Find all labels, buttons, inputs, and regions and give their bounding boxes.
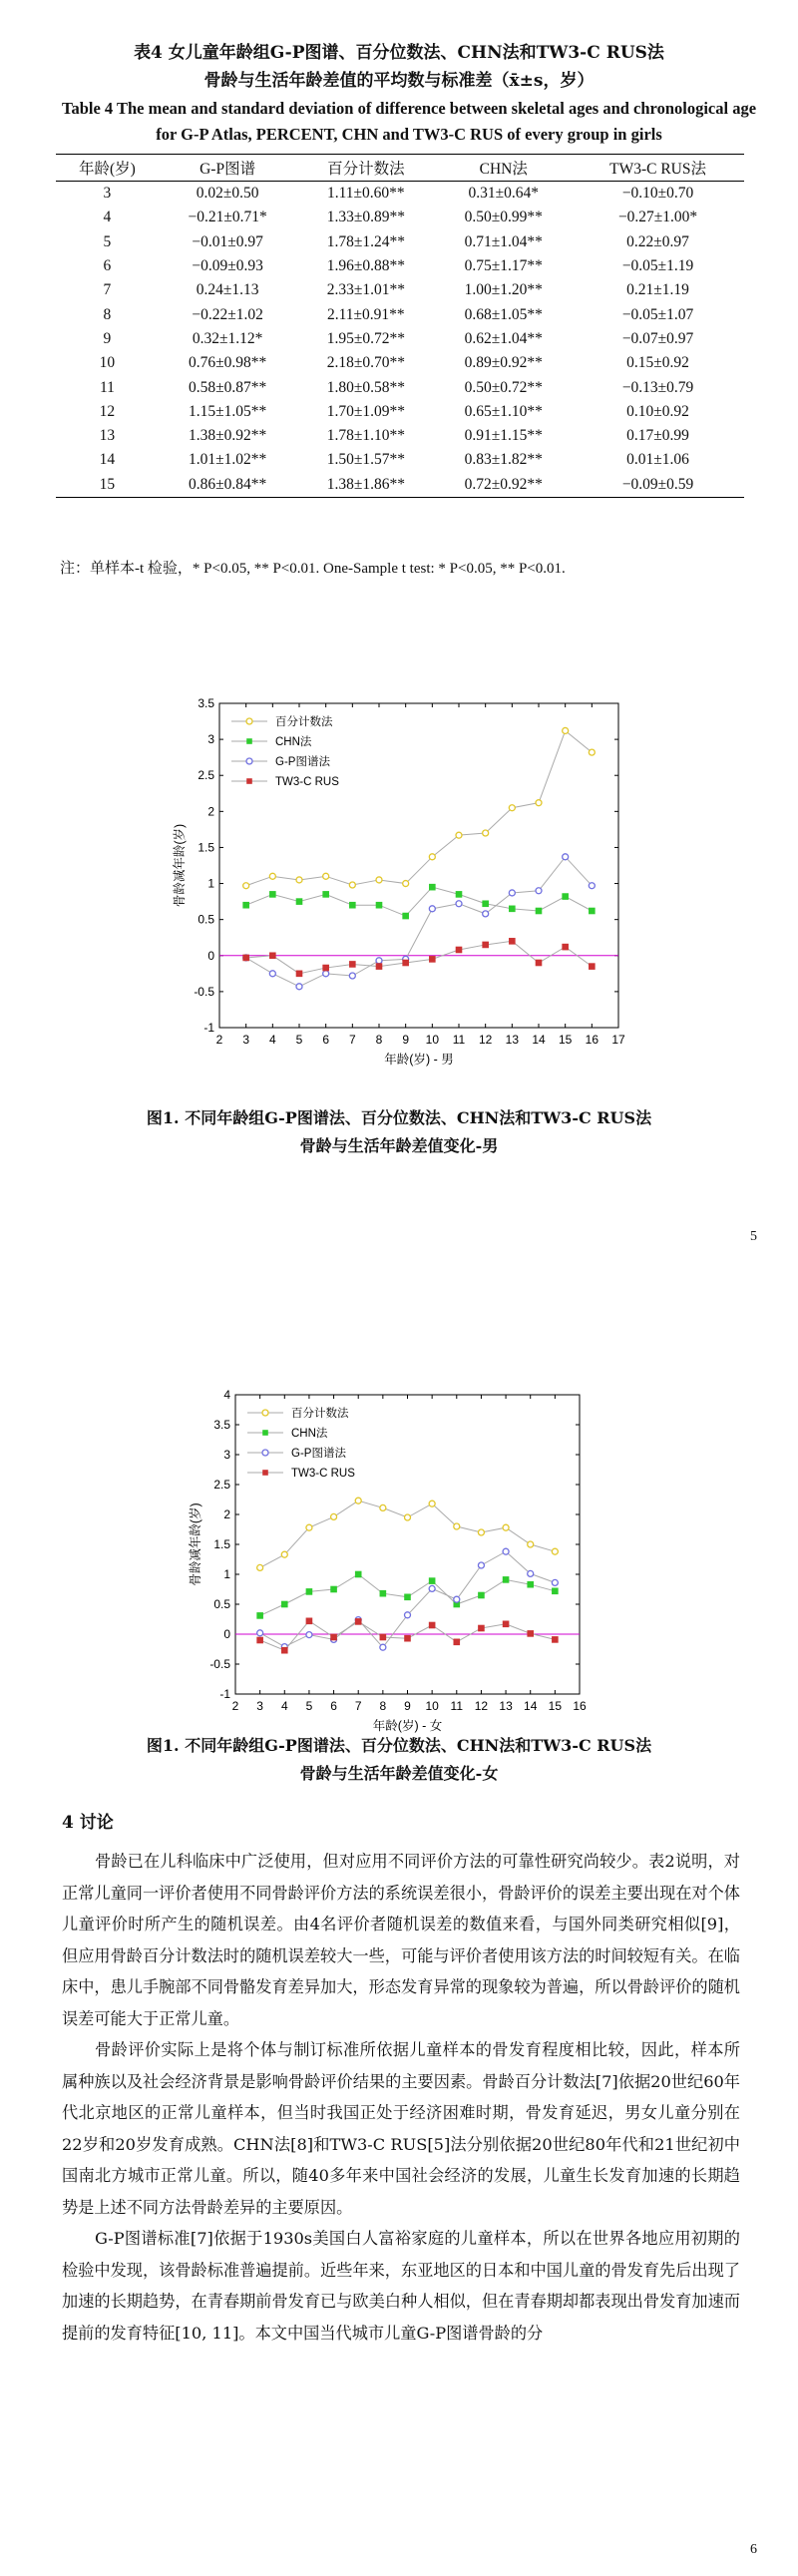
data-point	[430, 957, 436, 963]
data-point	[589, 883, 595, 889]
x-tick-label: 15	[548, 1699, 563, 1713]
data-point	[323, 971, 329, 977]
data-point	[553, 1637, 559, 1643]
data-point	[403, 960, 409, 966]
data-point	[528, 1570, 534, 1576]
x-tick-label: 3	[242, 1033, 250, 1047]
table-cell: −0.09±0.59	[572, 473, 744, 498]
data-point	[405, 1612, 411, 1618]
data-point	[483, 830, 489, 836]
x-tick-label: 3	[256, 1699, 263, 1713]
data-point	[331, 1634, 337, 1640]
y-tick-label: 0	[223, 1627, 230, 1641]
legend-marker	[262, 1450, 268, 1456]
y-tick-label: 0.5	[213, 1597, 230, 1611]
y-tick-label: 0.5	[198, 912, 214, 927]
data-point	[355, 1619, 361, 1625]
table-row	[56, 375, 744, 399]
x-tick-label: 5	[295, 1033, 303, 1047]
table-cell: 0.01±1.06	[626, 451, 689, 469]
data-point	[589, 749, 595, 755]
table-cell: 8	[103, 305, 112, 323]
data-point	[306, 1589, 312, 1595]
line-chart-boys	[160, 683, 638, 1073]
table-cell: 14	[99, 451, 116, 469]
table-cell: 0.58±0.87**	[188, 378, 267, 396]
data-point	[349, 882, 355, 888]
table-row	[56, 302, 744, 326]
table-cell: 2.18±0.70**	[326, 354, 405, 372]
table-cell: 0.71±1.04**	[464, 232, 543, 250]
data-point	[257, 1564, 263, 1570]
table-cell: −0.05±1.19	[621, 257, 694, 275]
table-cell: 4	[103, 209, 112, 226]
data-point	[405, 1514, 411, 1520]
y-tick-label: 2	[207, 804, 214, 819]
data-point	[323, 873, 329, 879]
table-cell: 0.76±0.98**	[188, 354, 267, 372]
table-title-en: Table 4 The mean and standard deviation of difference between skeletal ages and chronological age for G-P Atlas, PERCENT, CHN and TW3-C RUS of every group in girls	[61, 99, 757, 144]
x-tick-label: 17	[611, 1033, 625, 1047]
table-cell: 0.72±0.92**	[435, 473, 572, 498]
data-point	[479, 1625, 485, 1631]
x-tick-label: 5	[305, 1699, 313, 1713]
data-point	[590, 908, 596, 914]
legend-marker	[246, 758, 252, 764]
col-header-age: 年龄(岁)	[56, 155, 159, 182]
legend-marker	[246, 738, 252, 744]
data-point	[429, 1578, 435, 1584]
data-point	[380, 1634, 386, 1640]
table-cell: −0.07±0.97	[621, 329, 694, 347]
data-point	[281, 1551, 287, 1557]
data-point	[270, 892, 276, 898]
data-point	[528, 1541, 534, 1547]
legend-label: G-P图谱法	[291, 1448, 346, 1460]
y-axis-label: 骨龄减年龄(岁)	[173, 823, 187, 908]
y-tick-label: 3	[223, 1448, 230, 1462]
y-tick-label: -0.5	[209, 1657, 230, 1671]
table-cell: −0.09±0.93	[192, 257, 263, 275]
data-point	[429, 1622, 435, 1628]
data-point	[430, 884, 436, 890]
x-tick-label: 16	[573, 1699, 587, 1713]
paragraph: G-P图谱标准[7]依据于1930s美国白人富裕家庭的儿童样本，所以在世界各地应用初期的检验中发现，该骨龄标准普遍提前。近些年来，东亚地区的日本和中国儿童的骨发育先后出现了加速的长期趋势，在青春期前骨发育已与欧美白种人相似，但在青春期却都表现出骨发育加速而提前的发育特征[10, 11]。本文中国当代城市儿童G-P图谱骨龄的分	[62, 2229, 740, 2343]
x-tick-label: 8	[375, 1033, 383, 1047]
data-point	[454, 1596, 460, 1602]
data-point	[281, 1601, 287, 1607]
table-title-cn: 表4 女儿童年龄组G-P图谱、百分位数法、CHN法和TW3-C RUS法	[134, 43, 664, 63]
table-cell: 1.38±1.86**	[296, 473, 435, 498]
data-point	[552, 1548, 558, 1554]
legend-label: G-P图谱法	[275, 756, 330, 768]
table-cell: 0.02±0.50	[196, 185, 259, 203]
data-point	[323, 892, 329, 898]
y-tick-label: 3	[207, 732, 214, 747]
table-header-row	[56, 155, 744, 182]
page-number: 6	[750, 2542, 757, 2557]
data-point	[331, 1586, 337, 1592]
data-point	[483, 901, 489, 907]
y-tick-label: -0.5	[194, 984, 214, 999]
data-point	[563, 894, 569, 900]
table-cell: 0.68±1.05**	[464, 305, 543, 323]
table-cell: 0.50±0.72**	[464, 378, 543, 396]
table-cell: 2.11±0.91**	[326, 305, 405, 323]
x-tick-label: 11	[450, 1699, 464, 1713]
paragraph: 骨龄已在儿科临床中广泛使用，但对应用不同评价方法的可靠性研究尚较少。表2说明，对正常儿童同一评价者使用不同骨龄评价方法的系统误差很小，骨龄评价的误差主要出现在对个体儿童评价时所产生的随机误差。由4名评价者随机误差的数值来看，与国外同类研究相似[9]，但应用骨龄百分计数法时的随机误差较大一些，可能与评价者使用该方法的时间较短有关。在临床中，患儿手腕部不同骨骼发育差异加大，形态发育异常的现象较为普遍，所以骨龄评价的随机误差可能大于正常儿童。	[62, 1852, 740, 2028]
data-point	[405, 1594, 411, 1600]
data-point	[429, 906, 435, 912]
y-tick-label: 3.5	[198, 696, 214, 710]
table-cell: −0.10±0.70	[621, 185, 694, 203]
legend-marker	[262, 1470, 268, 1476]
legend-marker	[246, 718, 252, 724]
table-row	[56, 182, 744, 207]
data-point	[536, 888, 542, 894]
x-tick-label: 10	[425, 1699, 439, 1713]
data-point	[281, 1647, 287, 1653]
legend-label: 百分计数法	[275, 716, 333, 728]
table-row	[56, 278, 744, 302]
x-tick-label: 8	[379, 1699, 387, 1713]
table-cell: 0.91±1.15**	[464, 427, 543, 445]
data-point	[269, 873, 275, 879]
data-point	[503, 1621, 509, 1627]
table-cell: 0.89±0.92**	[464, 354, 543, 372]
legend-marker	[262, 1410, 268, 1416]
x-tick-label: 6	[330, 1699, 337, 1713]
data-point	[429, 1501, 435, 1506]
data-point	[483, 911, 489, 917]
data-point	[376, 958, 382, 964]
table-row	[56, 473, 744, 498]
data-point	[510, 939, 516, 945]
table-cell: 0.10±0.92	[626, 402, 689, 420]
data-point	[563, 727, 569, 733]
data-point	[528, 1581, 534, 1587]
legend-label: TW3-C RUS	[291, 1468, 355, 1480]
table-row	[56, 254, 744, 278]
x-axis-label: 年龄(岁) - 女	[372, 1719, 443, 1733]
x-tick-label: 12	[478, 1033, 493, 1047]
data-point	[456, 892, 462, 898]
table-cell: −0.13±0.79	[621, 378, 694, 396]
table-cell: 1.01±1.02**	[188, 451, 267, 469]
data-point	[478, 1529, 484, 1535]
legend-label: 百分计数法	[291, 1408, 349, 1420]
table-row	[56, 400, 744, 424]
table-cell: 1.95±0.72**	[326, 329, 405, 347]
data-point	[429, 854, 435, 860]
table-cell: 7	[103, 281, 112, 299]
data-point	[296, 877, 302, 883]
table-subtitle-cn: 骨龄与生活年龄差值的平均数与标准差（x̄±s，岁）	[203, 71, 595, 91]
table-cell: 13	[99, 427, 116, 445]
table-cell: 3	[103, 185, 112, 203]
table-cell: 1.96±0.88**	[326, 257, 405, 275]
x-tick-label: 12	[474, 1699, 489, 1713]
table-cell: 0.22±0.97	[626, 232, 689, 250]
legend-marker	[246, 778, 252, 784]
table-cell: 1.78±1.10**	[326, 427, 405, 445]
x-tick-label: 9	[404, 1699, 411, 1713]
table-row	[56, 351, 744, 375]
x-tick-label: 6	[322, 1033, 330, 1047]
table-cell: 0.15±0.92	[626, 354, 689, 372]
table-cell: 1.38±0.92**	[188, 427, 267, 445]
data-point	[483, 942, 489, 948]
data-point	[376, 902, 382, 908]
table-cell: 1.33±0.89**	[326, 209, 405, 226]
data-point	[403, 881, 409, 887]
table-row	[56, 327, 744, 351]
data-point	[380, 1590, 386, 1596]
x-axis-label: 年龄(岁) - 男	[384, 1053, 454, 1067]
table-cell: 0.62±1.04**	[464, 329, 543, 347]
table-cell: 0.83±1.82**	[464, 451, 543, 469]
line-chart-girls	[180, 1375, 598, 1734]
table-cell: 10	[99, 354, 116, 372]
y-tick-label: 1.5	[213, 1537, 230, 1551]
table-cell: −0.05±1.07	[621, 305, 694, 323]
data-point	[503, 1577, 509, 1583]
y-tick-label: -1	[219, 1687, 230, 1701]
table-cell: 0.31±0.64*	[468, 185, 539, 203]
y-tick-label: -1	[203, 1021, 214, 1035]
data-point	[536, 800, 542, 806]
data-point	[269, 971, 275, 977]
x-tick-label: 4	[268, 1033, 276, 1047]
data-point	[243, 955, 249, 961]
table-row	[56, 230, 744, 254]
x-tick-label: 14	[532, 1033, 546, 1047]
data-point	[563, 944, 569, 950]
data-point	[456, 901, 462, 907]
x-tick-label: 13	[499, 1699, 513, 1713]
legend-marker	[262, 1430, 268, 1436]
table-cell: 0.75±1.17**	[464, 257, 543, 275]
y-tick-label: 2	[223, 1507, 230, 1521]
y-tick-label: 3.5	[213, 1418, 230, 1432]
x-tick-label: 13	[505, 1033, 520, 1047]
data-point	[243, 883, 249, 889]
table-cell: 0.86±0.84**	[159, 473, 297, 498]
data-point	[323, 965, 329, 971]
figure2-caption-line1: 图1. 不同年龄组G-P图谱法、百分位数法、CHN法和TW3-C RUS法	[146, 1736, 652, 1755]
data-point	[380, 1644, 386, 1650]
data-point	[478, 1562, 484, 1568]
legend-label: CHN法	[275, 736, 312, 748]
table-cell: 1.80±0.58**	[326, 378, 405, 396]
table-cell: 1.11±0.60**	[326, 185, 405, 203]
y-axis-label: 骨龄减年龄(岁)	[189, 1503, 202, 1586]
data-point	[479, 1592, 485, 1598]
y-tick-label: 0	[207, 948, 214, 963]
table-cell: 0.50±0.99**	[464, 209, 543, 226]
data-point	[296, 984, 302, 990]
paragraph: 骨龄评价实际上是将个体与制订标准所依据儿童样本的骨发育程度相比较，因此，样本所属种族以及社会经济背景是影响骨龄评价结果的主要因素。骨龄百分计数法[7]依据20世纪60年代北京地区的正常儿童样本，但当时我国正处于经济困难时期，骨发育延迟，男女儿童分别在22岁和20岁发育成熟。CHN法[8]和TW3-C RUS[5]法分别依据20世纪80年代和21世纪初中国南北方城市正常儿童。所以，随40多年来中国社会经济的发展，儿童生长发育加速的长期趋势是上述不同方法骨龄差异的主要原因。	[62, 2040, 740, 2217]
data-table	[56, 154, 744, 498]
data-point	[528, 1631, 534, 1637]
table-note: 注：单样本-t 检验，* P<0.05, ** P<0.01. One-Sample t test: * P<0.05, ** P<0.01.	[60, 561, 566, 577]
data-point	[257, 1630, 263, 1636]
y-tick-label: 1.5	[198, 840, 214, 855]
data-point	[552, 1579, 558, 1585]
data-point	[296, 971, 302, 977]
figure2-caption-line2: 骨龄与生活年龄差值变化-女	[299, 1764, 499, 1783]
data-point	[563, 854, 569, 860]
table-cell: 0.32±1.12*	[192, 329, 263, 347]
x-tick-label: 10	[425, 1033, 440, 1047]
data-point	[350, 962, 356, 968]
table-cell: 1.15±1.05**	[188, 402, 267, 420]
table-cell: 0.24±1.13	[196, 281, 259, 299]
data-point	[536, 960, 542, 966]
table-row	[56, 206, 744, 229]
data-point	[454, 1523, 460, 1529]
legend-label: TW3-C RUS	[275, 776, 339, 788]
data-point	[590, 964, 596, 970]
table-cell: 0.17±0.99	[626, 427, 689, 445]
data-point	[350, 902, 356, 908]
data-point	[331, 1513, 337, 1519]
data-point	[243, 902, 249, 908]
x-tick-label: 16	[585, 1033, 599, 1047]
y-tick-label: 4	[223, 1388, 230, 1402]
data-point	[270, 953, 276, 959]
page-number: 5	[750, 1229, 757, 1244]
col-header-gp: G-P图谱	[159, 155, 297, 182]
figure1-caption-line2: 骨龄与生活年龄差值变化-男	[299, 1136, 499, 1155]
y-tick-label: 2.5	[198, 768, 214, 783]
table-cell: 11	[99, 378, 115, 396]
x-tick-label: 2	[231, 1699, 239, 1713]
x-tick-label: 9	[402, 1033, 410, 1047]
x-tick-label: 7	[348, 1033, 356, 1047]
data-point	[509, 890, 515, 896]
discussion-body	[62, 1846, 740, 2349]
data-point	[349, 973, 355, 979]
x-tick-label: 4	[280, 1699, 288, 1713]
table-cell: −0.22±1.02	[192, 305, 263, 323]
data-point	[510, 906, 516, 912]
table-cell: 6	[103, 257, 112, 275]
data-point	[429, 1585, 435, 1591]
x-tick-label: 11	[452, 1033, 466, 1047]
data-point	[355, 1571, 361, 1577]
data-point	[405, 1635, 411, 1641]
y-tick-label: 1	[223, 1567, 230, 1581]
x-tick-label: 15	[558, 1033, 573, 1047]
data-point	[454, 1639, 460, 1645]
table-cell: 12	[99, 402, 116, 420]
data-point	[380, 1504, 386, 1510]
data-point	[503, 1548, 509, 1554]
table-cell: 0.65±1.10**	[464, 402, 543, 420]
table-cell: 5	[103, 232, 112, 250]
col-header-percent: 百分计数法	[296, 155, 435, 182]
table-cell: 9	[103, 329, 112, 347]
table-cell: 0.21±1.19	[626, 281, 689, 299]
section-heading: 4 讨论	[62, 1813, 114, 1833]
table-row	[56, 448, 744, 472]
x-tick-label: 14	[524, 1699, 538, 1713]
table-cell: 15	[56, 473, 159, 498]
data-point	[306, 1524, 312, 1530]
data-point	[257, 1637, 263, 1643]
data-point	[296, 899, 302, 905]
table-cell: 1.00±1.20**	[464, 281, 543, 299]
col-header-tw3: TW3-C RUS法	[572, 155, 744, 182]
table-cell: −0.27±1.00*	[617, 209, 698, 226]
figure1-caption-line1: 图1. 不同年龄组G-P图谱法、百分位数法、CHN法和TW3-C RUS法	[146, 1108, 652, 1127]
table-row	[56, 424, 744, 448]
data-point	[503, 1524, 509, 1530]
data-point	[536, 908, 542, 914]
data-point	[257, 1613, 263, 1619]
data-point	[355, 1498, 361, 1503]
data-point	[376, 877, 382, 883]
table-cell: −0.01±0.97	[192, 232, 263, 250]
x-tick-label: 2	[215, 1033, 223, 1047]
data-point	[456, 947, 462, 953]
legend-label: CHN法	[291, 1428, 328, 1440]
table-cell: 1.50±1.57**	[326, 451, 405, 469]
table-cell: 1.70±1.09**	[326, 402, 405, 420]
table-cell: −0.21±0.71*	[188, 209, 267, 226]
y-tick-label: 1	[207, 876, 214, 891]
data-point	[509, 805, 515, 811]
table-cell: 2.33±1.01**	[326, 281, 405, 299]
y-tick-label: 2.5	[213, 1478, 230, 1492]
data-point	[403, 913, 409, 919]
data-point	[553, 1588, 559, 1594]
data-point	[306, 1618, 312, 1624]
data-point	[306, 1632, 312, 1638]
data-point	[456, 832, 462, 838]
x-tick-label: 7	[354, 1699, 362, 1713]
col-header-chn: CHN法	[435, 155, 572, 182]
table-cell: 1.78±1.24**	[326, 232, 405, 250]
data-point	[376, 964, 382, 970]
